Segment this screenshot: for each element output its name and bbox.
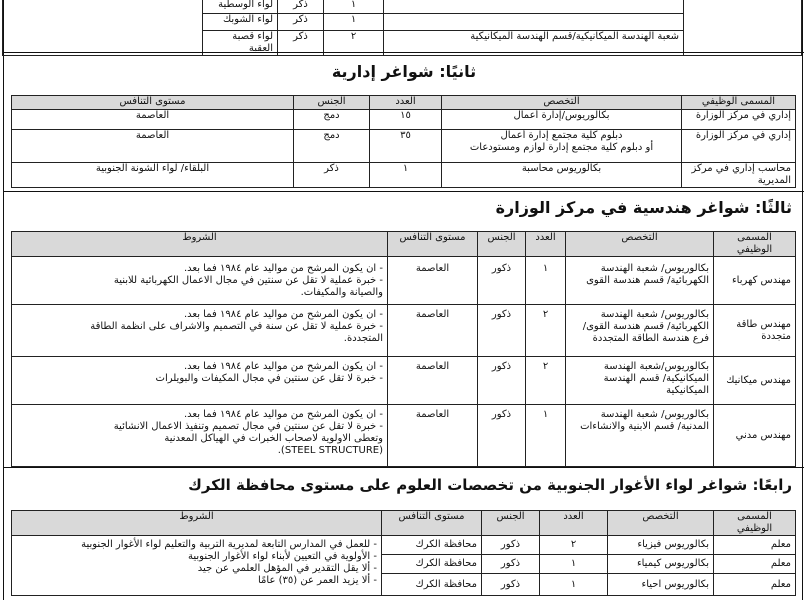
cell-specialty [566, 357, 714, 405]
condition-item: المتجددة. [343, 333, 383, 344]
condition-item: - خبرة عملية لا تقل عن سنة في التصميم والاشراف على انظمة الطاقة [90, 321, 383, 332]
cell-job: إداري في مركز الوزارة [682, 130, 796, 163]
cell-specialty: شعبة الهندسة الميكانيكية/قسم الهندسة الميكانيكية [384, 31, 684, 56]
section3-title: ثالثًا: شواغر هندسية في مركز الوزارة [495, 198, 792, 217]
cell-gender: ذكور [482, 555, 540, 574]
condition-item: - ان يكون المرشح من مواليد عام ١٩٨٤ فما بعد. [183, 361, 383, 372]
table-header [12, 96, 796, 110]
table-row [12, 357, 796, 405]
cell-conditions [12, 405, 388, 467]
cell-gender: ذكور [478, 357, 526, 405]
cell-specialty: بكالوريوس فيزياء [608, 536, 714, 555]
specialty-line: الميكانيكية [666, 385, 709, 396]
header-count: العدد [540, 511, 608, 536]
cell-specialty [566, 257, 714, 305]
specialty-line: بكالوريوس/ شعبة الهندسة [600, 309, 709, 320]
condition-item: - ألا يقل التقدير في المؤهل العلمي عن جيد [197, 563, 377, 574]
cell-job: مهندس مدني [714, 405, 796, 467]
header-level: مستوى التنافس [388, 232, 478, 257]
condition-item: - ألا يزيد العمر عن (٣٥) عامًا [258, 575, 377, 586]
condition-item: - الأولوية في التعيين لأبناء لواء الأغوار الجنوبية [187, 551, 377, 562]
cell-job: مهندس طاقة متجددة [714, 305, 796, 357]
cell-specialty [384, 0, 684, 14]
cell-job [684, 0, 802, 56]
admin-table [11, 95, 796, 188]
cell-count: ٢ [526, 357, 566, 405]
condition-item: - ان يكون المرشح من مواليد عام ١٩٨٤ فما بعد. [183, 309, 383, 320]
cell-specialty [384, 14, 684, 31]
specialty-line: الكهربائية/ قسم هندسة القوى/ [582, 321, 709, 332]
cell-gender: دمج [294, 110, 370, 130]
cell-level: محافظة الكرك [382, 536, 482, 555]
divider [4, 467, 804, 468]
table-row [12, 405, 796, 467]
cell-count: ١ [324, 0, 384, 14]
science-table [11, 510, 796, 596]
table-header [12, 232, 796, 257]
engineering-table [11, 231, 796, 467]
cell-level: العاصمة [388, 257, 478, 305]
cell-count: ٢ [324, 31, 384, 56]
cell-level: العاصمة [12, 110, 294, 130]
cell-job: مهندس ميكانيك [714, 357, 796, 405]
table-row [12, 110, 796, 130]
header-gender: الجنس [482, 511, 540, 536]
header-job: المسمى الوظيفي [682, 96, 796, 110]
cell-count: ١ [526, 257, 566, 305]
cell-location: لواء قصبة العقبة [203, 31, 278, 56]
specialty-line: الميكانيكية/ قسم الهندسة [603, 373, 709, 384]
cell-specialty: بكالوريوس محاسبة [442, 163, 682, 188]
specialty-line: بكالوريوس/ شعبة الهندسة [600, 409, 709, 420]
cell-level: البلقاء/ لواء الشونة الجنوبية [12, 163, 294, 188]
header-conditions: الشروط [12, 511, 382, 536]
cell-count: ١ [540, 574, 608, 596]
cell-job: معلم [714, 536, 796, 555]
section4-title: رابعًا: شواغر لواء الأغوار الجنوبية من تخصصات العلوم على مستوى محافظة الكرك [188, 476, 792, 494]
condition-item: - ان يكون المرشح من مواليد عام ١٩٨٤ فما بعد. [183, 263, 383, 274]
table-row [12, 163, 796, 188]
cell-level: العاصمة [12, 130, 294, 163]
cell-specialty: بكالوريوس كيمياء [608, 555, 714, 574]
cell-conditions [12, 305, 388, 357]
cell-gender: ذكور [478, 305, 526, 357]
cell-job: محاسب إداري في مركز المديرية [682, 163, 796, 188]
header-gender: الجنس [478, 232, 526, 257]
document-page [3, 0, 803, 600]
header-specialty: التخصص [566, 232, 714, 257]
divider [4, 52, 804, 53]
cell-level: محافظة الكرك [382, 574, 482, 596]
cell-gender: ذكور [482, 574, 540, 596]
cell-gender: ذكر [278, 14, 324, 31]
specialty-line: بكالوريوس/ شعبة الهندسة [600, 263, 709, 274]
cell-gender: دمج [294, 130, 370, 163]
table-row [3, 0, 802, 14]
cell-count: ١٥ [370, 110, 442, 130]
specialty-line: المدنية/ قسم الابنية والانشاءات [580, 421, 709, 432]
header-job: المسمى الوظيفي [714, 232, 796, 257]
header-count: العدد [370, 96, 442, 110]
header-gender: الجنس [294, 96, 370, 110]
condition-item: والصيانة والمكيفات. [300, 287, 383, 298]
table-header [12, 511, 796, 536]
condition-item: - ان يكون المرشح من مواليد عام ١٩٨٤ فما بعد. [183, 409, 383, 420]
header-specialty: التخصص [442, 96, 682, 110]
section2-title: ثانيًا: شواغر إدارية [331, 62, 477, 81]
specialty-line: بكالوريوس/شعبة الهندسة [603, 361, 709, 372]
condition-item: وتعطى الاولوية لاصحاب الخبرات في الهياكل المعدنية [164, 433, 383, 444]
cell-job: معلم [714, 555, 796, 574]
header-level: مستوى التنافس [12, 96, 294, 110]
cell-count: ١ [540, 555, 608, 574]
cell-conditions [12, 257, 388, 305]
cell-count: ٣٥ [370, 130, 442, 163]
cell-gender: ذكر [278, 0, 324, 14]
cell-level: العاصمة [388, 357, 478, 405]
cell-count: ٢ [526, 305, 566, 357]
header-count: العدد [526, 232, 566, 257]
cell-gender: ذكر [294, 163, 370, 188]
condition-item: - خبرة لا تقل عن سنتين في مجال المكيفات والبويلرات [155, 373, 383, 384]
cell-specialty [566, 405, 714, 467]
divider [4, 191, 804, 192]
cell-level: العاصمة [388, 305, 478, 357]
cell-specialty [442, 130, 682, 163]
cell-job: إداري في مركز الوزارة [682, 110, 796, 130]
condition-item: - للعمل في المدارس التابعة لمديرية التربية والتعليم لواء الأغوار الجنوبية [81, 539, 377, 550]
specialty-line: دبلوم كلية مجتمع إدارة أعمال [500, 130, 623, 141]
header-specialty: التخصص [608, 511, 714, 536]
specialty-line: الكهربائية/ قسم هندسة القوى [586, 275, 709, 286]
table-row [12, 305, 796, 357]
cell-specialty [566, 305, 714, 357]
cell-level: العاصمة [388, 405, 478, 467]
cell-conditions [12, 536, 382, 596]
cell-conditions [3, 0, 203, 56]
table-row [12, 257, 796, 305]
condition-item: - خبرة لا تقل عن سنتين في مجال تصميم وتنفيذ الاعمال الانشائية [113, 421, 383, 432]
table-row [12, 536, 796, 555]
cell-job: مهندس كهرباء [714, 257, 796, 305]
condition-item: (STEEL STRUCTURE). [277, 445, 383, 456]
table-row [12, 130, 796, 163]
header-job: المسمى الوظيفي [714, 511, 796, 536]
cell-location: لواء الوسطية [203, 0, 278, 14]
cell-count: ٢ [540, 536, 608, 555]
cell-count: ١ [324, 14, 384, 31]
cell-job: معلم [714, 574, 796, 596]
cell-level: محافظة الكرك [382, 555, 482, 574]
cell-gender: ذكور [478, 257, 526, 305]
header-conditions: الشروط [12, 232, 388, 257]
cell-count: ١ [370, 163, 442, 188]
cell-location: لواء الشوبك [203, 14, 278, 31]
cell-gender: ذكر [278, 31, 324, 56]
specialty-line: أو دبلوم كلية مجتمع إدارة لوازم ومستودعات [469, 142, 654, 153]
cell-gender: ذكور [478, 405, 526, 467]
cell-specialty: بكالوريوس/إدارة أعمال [442, 110, 682, 130]
specialty-line: فرع هندسة الطاقة المتجددة [592, 333, 709, 344]
condition-item: - خبرة عملية لا تقل عن سنتين في مجال الاعمال الكهربائية للابنية [113, 275, 383, 286]
cell-gender: ذكور [482, 536, 540, 555]
cell-conditions [12, 357, 388, 405]
header-level: مستوى التنافس [382, 511, 482, 536]
cell-count: ١ [526, 405, 566, 467]
cell-specialty: بكالوريوس احياء [608, 574, 714, 596]
top-table [2, 0, 802, 56]
